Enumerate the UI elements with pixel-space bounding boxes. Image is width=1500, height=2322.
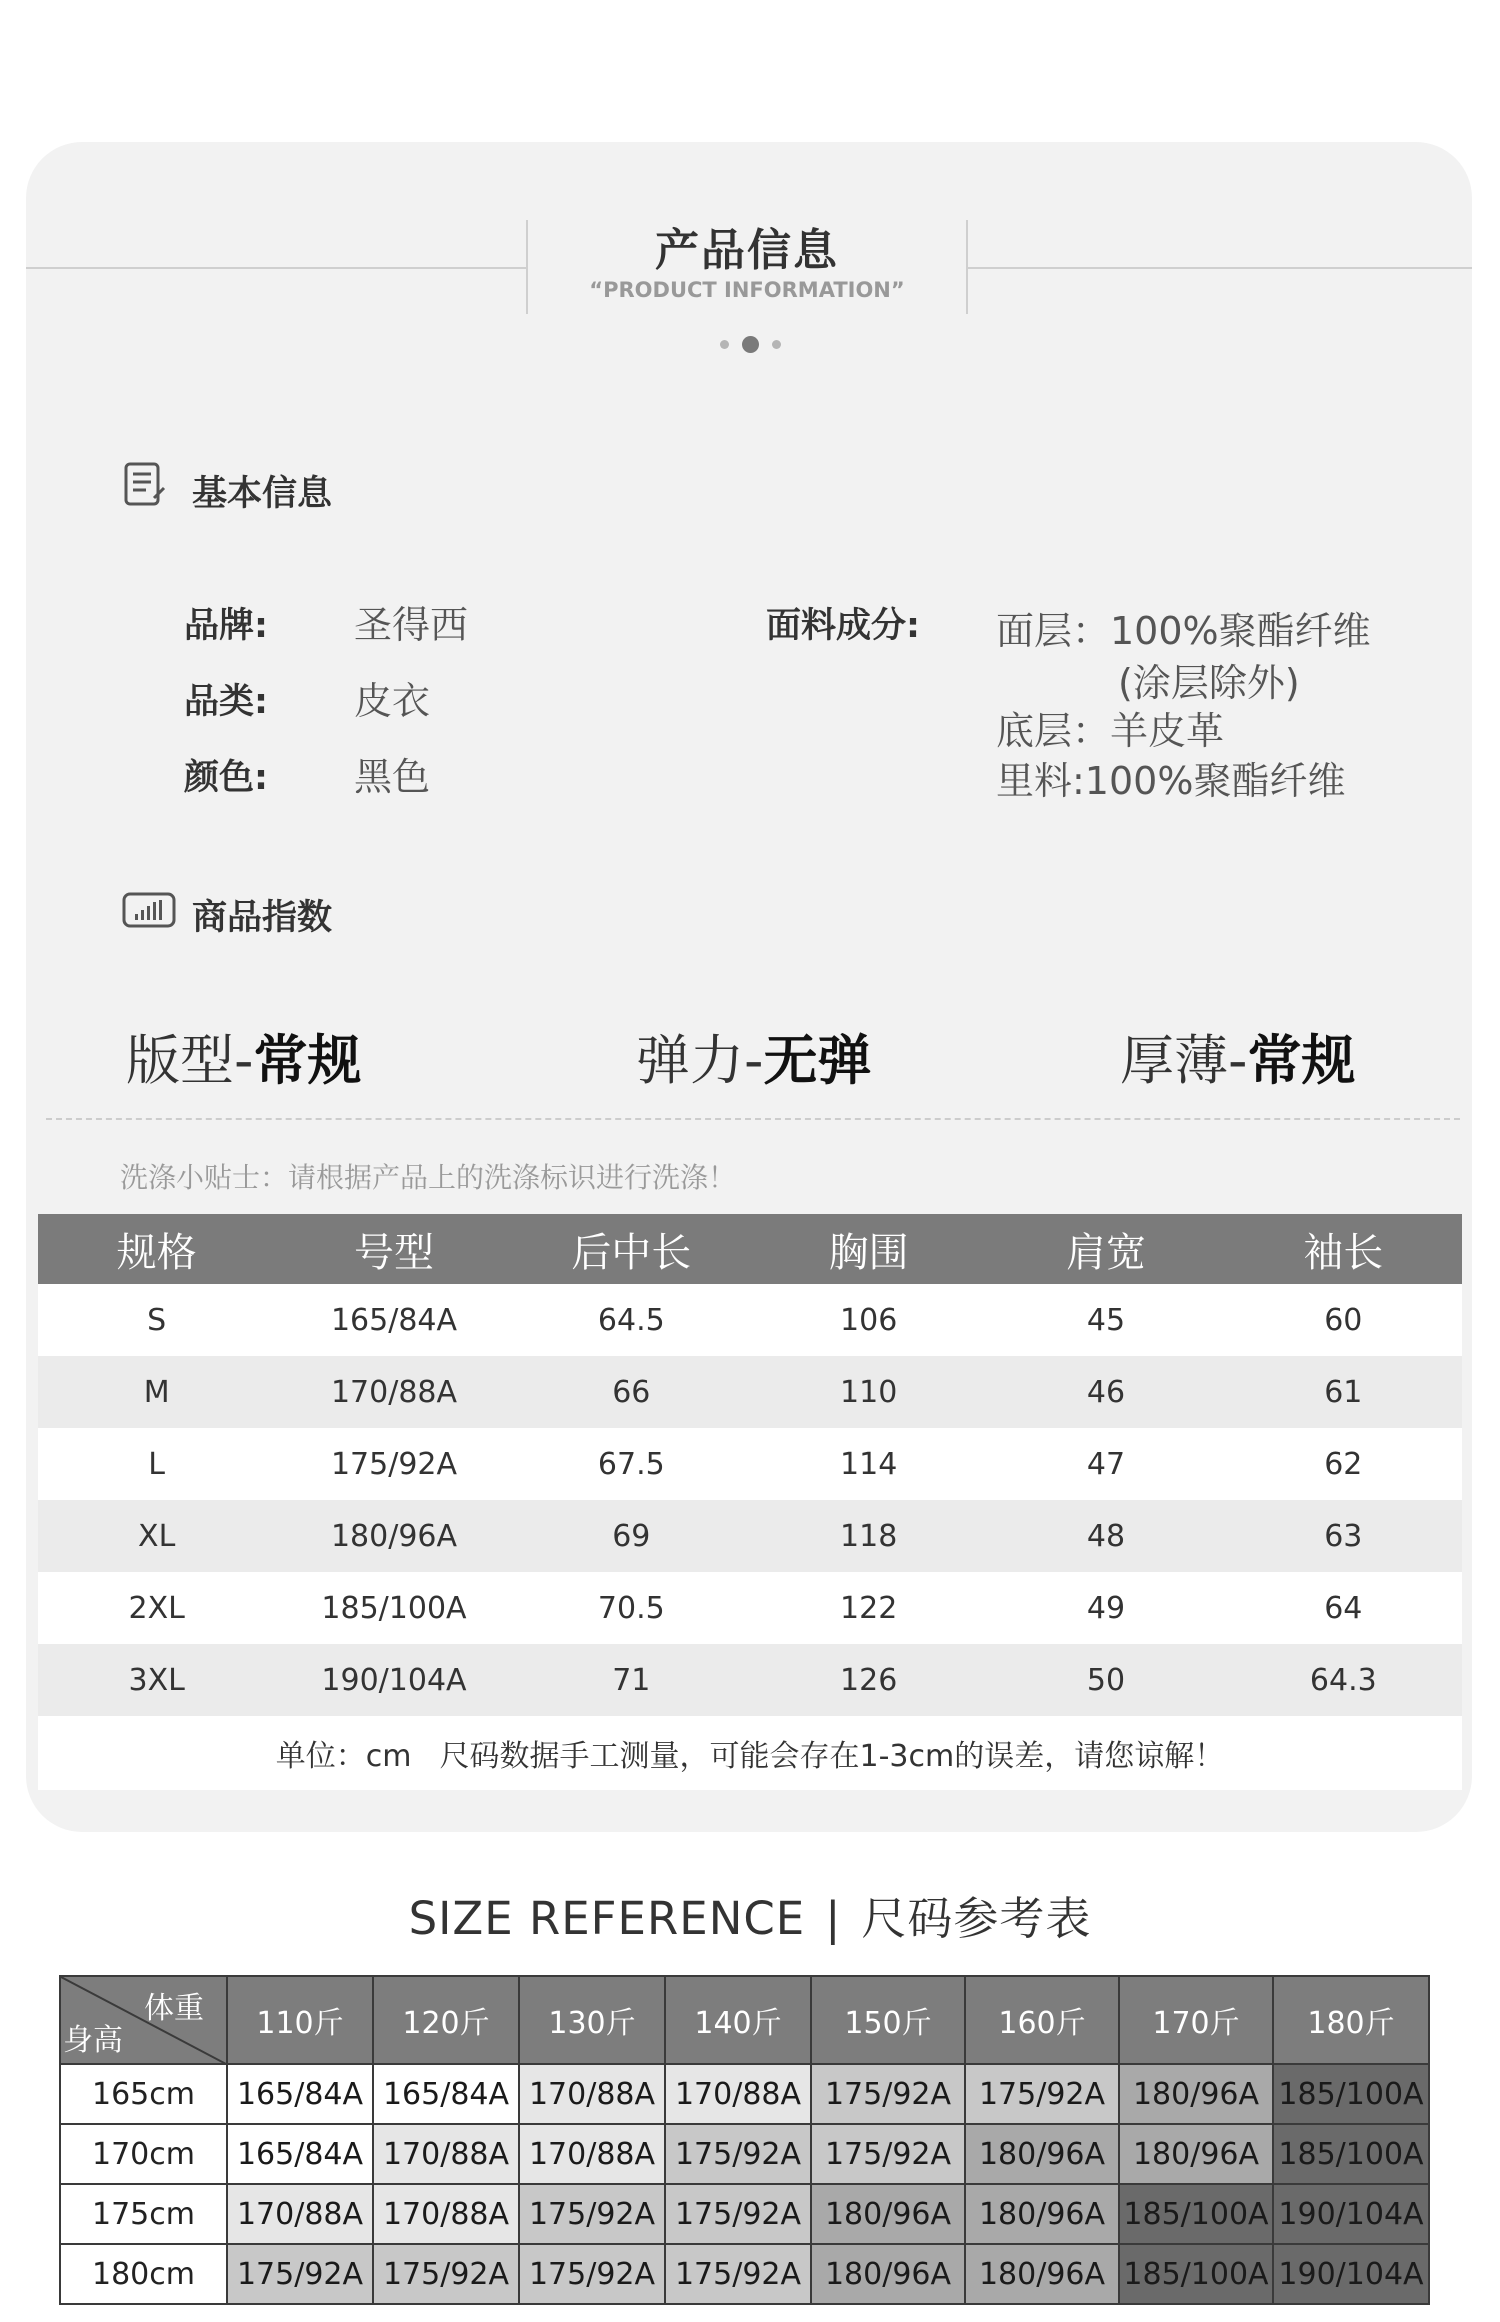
table-row [38, 1572, 1462, 1644]
height-cell: 165cm [60, 2064, 227, 2124]
weight-header: 150斤 [811, 1976, 965, 2064]
spec-cell: 61 [1225, 1356, 1462, 1428]
size-cell: 175/92A [373, 2244, 519, 2304]
size-cell: 180/96A [811, 2244, 965, 2304]
size-cell: 175/92A [665, 2244, 811, 2304]
spec-cell: 62 [1225, 1428, 1462, 1500]
size-cell: 170/88A [519, 2124, 665, 2184]
spec-cell: 122 [750, 1572, 987, 1644]
table-row [38, 1644, 1462, 1716]
spec-cell: 185/100A [275, 1572, 512, 1644]
category-value: 皮衣 [354, 679, 431, 723]
measurement-note: 尺码数据手工测量，可能会存在1-3cm的误差，请您谅解！ [439, 1739, 1225, 1774]
weight-header: 120斤 [373, 1976, 519, 2064]
size-cell: 165/84A [227, 2124, 373, 2184]
fabric-label: 面料成分: [766, 606, 920, 646]
size-cell: 190/104A [1273, 2244, 1429, 2304]
table-row [38, 1356, 1462, 1428]
spec-cell: 126 [750, 1644, 987, 1716]
unit-note [38, 1716, 1462, 1790]
spec-cell: 46 [987, 1356, 1224, 1428]
spec-cell: 190/104A [275, 1644, 512, 1716]
weight-header: 110斤 [227, 1976, 373, 2064]
size-cell: 175/92A [519, 2184, 665, 2244]
size-cell: 180/96A [811, 2184, 965, 2244]
spec-cell: 165/84A [275, 1284, 512, 1356]
dot-icon [720, 340, 729, 349]
spec-cell: 67.5 [513, 1428, 750, 1500]
corner-cell [60, 1976, 227, 2064]
size-cell: 170/88A [373, 2124, 519, 2184]
spec-header: 规格 [38, 1214, 275, 1284]
size-reference-title [0, 1882, 1500, 1947]
spec-cell: 66 [513, 1356, 750, 1428]
size-cell: 175/92A [811, 2064, 965, 2124]
unit-row [38, 1716, 1462, 1790]
brand-value: 圣得西 [354, 603, 469, 647]
header-rule-right [966, 267, 1472, 269]
reference-header-row [60, 1976, 1429, 2064]
spec-table [38, 1214, 1462, 1790]
spec-cell: 45 [987, 1284, 1224, 1356]
carousel-dots [706, 334, 788, 352]
table-row [60, 2244, 1429, 2304]
fabric-outer: 面层：100%聚酯纤维 [996, 609, 1371, 653]
spec-cell: 106 [750, 1284, 987, 1356]
signal-bars-icon [122, 892, 176, 928]
size-cell: 170/88A [373, 2184, 519, 2244]
table-row [38, 1284, 1462, 1356]
size-cell: 175/92A [965, 2064, 1119, 2124]
size-cell: 165/84A [373, 2064, 519, 2124]
weight-header: 170斤 [1119, 1976, 1273, 2064]
section-title: 产品信息 [655, 225, 839, 276]
document-icon [124, 462, 168, 510]
fabric-outer-note: (涂层除外) [1118, 661, 1300, 705]
spec-cell: 114 [750, 1428, 987, 1500]
spec-cell: 47 [987, 1428, 1224, 1500]
category-label: 品类: [184, 682, 268, 722]
basic-info-title: 基本信息 [192, 474, 333, 514]
dot-active-icon [742, 336, 759, 353]
weight-axis-label: 体重 [144, 1991, 204, 2026]
height-axis-label: 身高 [63, 2023, 123, 2058]
brand-label: 品牌: [184, 606, 268, 646]
size-cell: 175/92A [811, 2124, 965, 2184]
size-cell: 175/92A [665, 2124, 811, 2184]
weight-header: 130斤 [519, 1976, 665, 2064]
spec-cell: 3XL [38, 1644, 275, 1716]
table-row [60, 2124, 1429, 2184]
table-row [60, 2184, 1429, 2244]
weight-header: 160斤 [965, 1976, 1119, 2064]
color-value: 黑色 [354, 755, 431, 799]
height-cell: 175cm [60, 2184, 227, 2244]
spec-header: 后中长 [513, 1214, 750, 1284]
size-reference-en: SIZE REFERENCE [408, 1892, 806, 1945]
size-reference-cn: 尺码参考表 [861, 1892, 1092, 1945]
size-cell: 180/96A [965, 2124, 1119, 2184]
size-cell: 180/96A [1119, 2064, 1273, 2124]
spec-cell: 50 [987, 1644, 1224, 1716]
size-cell: 165/84A [227, 2064, 373, 2124]
size-cell: 180/96A [965, 2184, 1119, 2244]
spec-header: 胸围 [750, 1214, 987, 1284]
table-row [38, 1500, 1462, 1572]
spec-header: 袖长 [1225, 1214, 1462, 1284]
spec-cell: 64.5 [513, 1284, 750, 1356]
weight-header: 180斤 [1273, 1976, 1429, 2064]
fabric-lining: 里料:100%聚酯纤维 [996, 759, 1346, 803]
size-cell: 180/96A [965, 2244, 1119, 2304]
size-cell: 175/92A [665, 2184, 811, 2244]
spec-cell: 180/96A [275, 1500, 512, 1572]
product-index-title: 商品指数 [192, 898, 333, 938]
spec-cell: 64.3 [1225, 1644, 1462, 1716]
index-elasticity: 弹力-无弹 [636, 1029, 872, 1092]
table-row [60, 2064, 1429, 2124]
spec-header: 号型 [275, 1214, 512, 1284]
wash-tip: 洗涤小贴士：请根据产品上的洗涤标识进行洗涤！ [120, 1161, 737, 1194]
spec-cell: 170/88A [275, 1356, 512, 1428]
spec-cell: L [38, 1428, 275, 1500]
dashed-divider [46, 1118, 1460, 1120]
spec-cell: 69 [513, 1500, 750, 1572]
index-thickness: 厚薄-常规 [1120, 1029, 1356, 1092]
size-cell: 185/100A [1119, 2244, 1273, 2304]
spec-cell: 48 [987, 1500, 1224, 1572]
spec-cell: 49 [987, 1572, 1224, 1644]
spec-cell: XL [38, 1500, 275, 1572]
size-cell: 170/88A [227, 2184, 373, 2244]
size-cell: 185/100A [1273, 2124, 1429, 2184]
color-label: 颜色: [184, 758, 268, 798]
header-rule-left [26, 267, 526, 269]
index-fit: 版型-常规 [126, 1029, 362, 1092]
height-cell: 170cm [60, 2124, 227, 2184]
size-cell: 170/88A [519, 2064, 665, 2124]
spec-cell: 64 [1225, 1572, 1462, 1644]
size-cell: 185/100A [1119, 2184, 1273, 2244]
size-cell: 190/104A [1273, 2184, 1429, 2244]
title-separator: | [825, 1892, 842, 1945]
spec-cell: 70.5 [513, 1572, 750, 1644]
spec-cell: 110 [750, 1356, 987, 1428]
size-cell: 170/88A [665, 2064, 811, 2124]
section-subtitle: “PRODUCT INFORMATION” [589, 278, 905, 302]
spec-cell: 63 [1225, 1500, 1462, 1572]
spec-cell: 118 [750, 1500, 987, 1572]
table-row [38, 1428, 1462, 1500]
dot-icon [772, 340, 781, 349]
size-cell: 180/96A [1119, 2124, 1273, 2184]
size-cell: 175/92A [227, 2244, 373, 2304]
spec-cell: 71 [513, 1644, 750, 1716]
spec-header: 肩宽 [987, 1214, 1224, 1284]
size-reference-table [59, 1975, 1430, 2305]
spec-cell: 2XL [38, 1572, 275, 1644]
size-cell: 185/100A [1273, 2064, 1429, 2124]
spec-header-row [38, 1214, 1462, 1284]
height-cell: 180cm [60, 2244, 227, 2304]
spec-cell: M [38, 1356, 275, 1428]
fabric-base: 底层：羊皮革 [996, 709, 1225, 753]
size-cell: 175/92A [519, 2244, 665, 2304]
weight-header: 140斤 [665, 1976, 811, 2064]
spec-cell: 60 [1225, 1284, 1462, 1356]
spec-cell: S [38, 1284, 275, 1356]
unit-label: 单位：cm [275, 1739, 412, 1774]
spec-cell: 175/92A [275, 1428, 512, 1500]
